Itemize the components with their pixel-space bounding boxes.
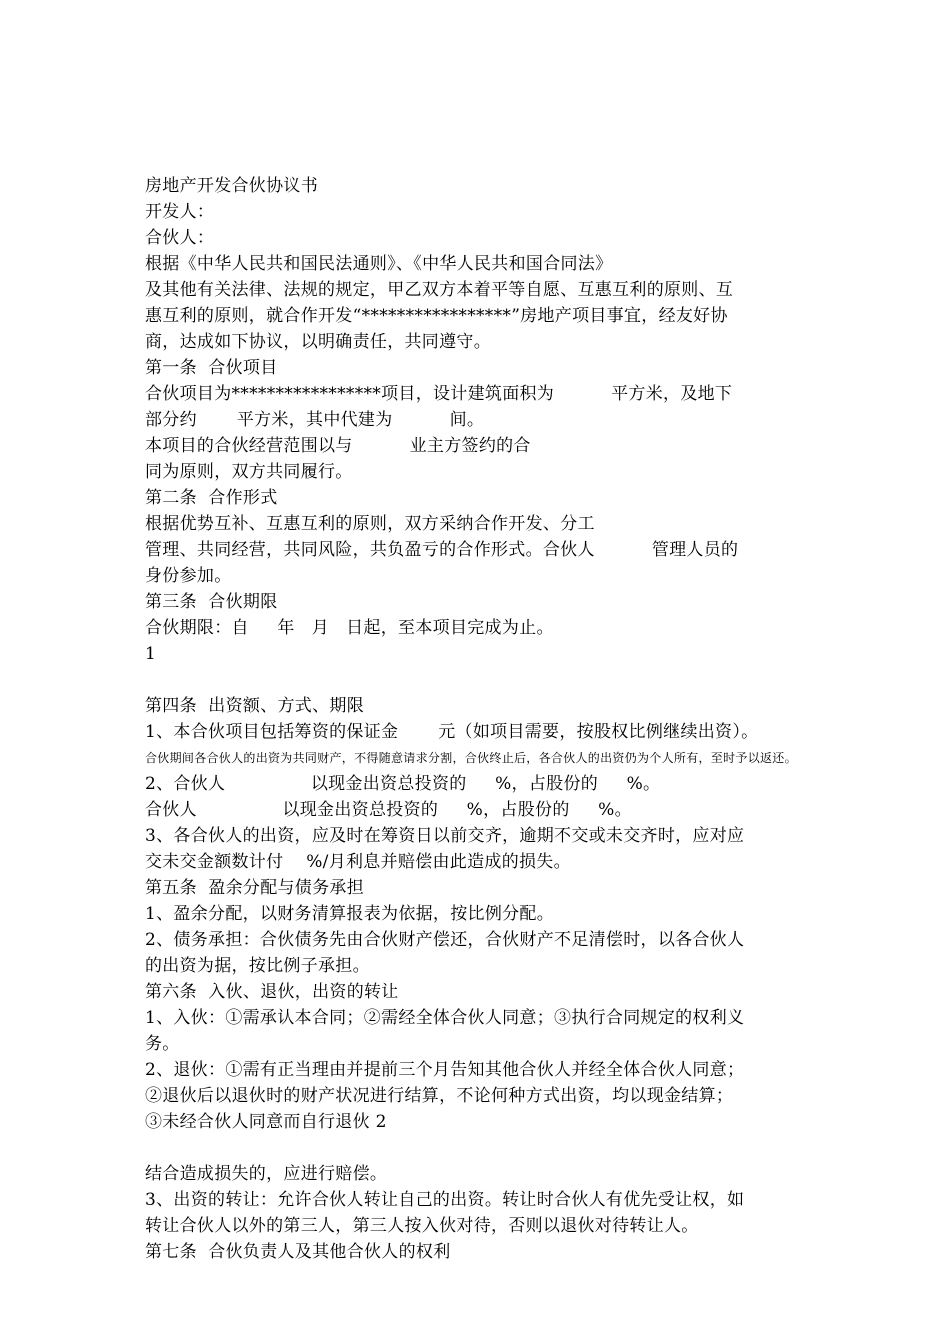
text-line: 惠互利的原则，就合作开发“*****************”房地产项目事宜，经友好协	[145, 306, 728, 326]
text-line: ③未经合伙人同意而自行退伙 2	[145, 1112, 387, 1132]
article-heading: 第七条 合伙负责人及其他合伙人的权利	[145, 1242, 451, 1262]
text-line: 合伙期间各合伙人的出资为共同财产，不得随意请求分割，合伙终止后，各合伙人的出资仍为个人所有，至时予以返还。	[145, 751, 797, 765]
article-heading: 第四条 出资额、方式、期限	[145, 696, 365, 716]
article-heading: 第五条 盈余分配与债务承担	[145, 878, 365, 898]
text-line: 3、出资的转让：允许合伙人转让自己的出资。转让时合伙人有优先受让权，如	[145, 1190, 745, 1210]
text-line: 2、债务承担：合伙债务先由合伙财产偿还，合伙财产不足清偿时，以各合伙人	[145, 930, 745, 950]
text-line: 合伙人 以现金出资总投资的 %，占股份的 %。	[145, 800, 632, 820]
developer-line: 开发人：	[145, 202, 215, 222]
text-line: 根据优势互补、互惠互利的原则，双方采纳合作开发、分工	[145, 514, 595, 534]
text-line: 1、入伙：①需承认本合同；②需经全体合伙人同意；③执行合同规定的权利义	[145, 1008, 745, 1028]
article-heading: 第三条 合伙期限	[145, 592, 278, 612]
text-line: 1、盈余分配，以财务清算报表为依据，按比例分配。	[145, 904, 555, 924]
text-line: 管理、共同经营，共同风险，共负盈亏的合作形式。合伙人 管理人员的	[145, 540, 739, 560]
text-line: 身份参加。	[145, 566, 232, 586]
text-line: 3、各合伙人的出资，应及时在筹资日以前交齐，逾期不交或未交齐时，应对应	[145, 826, 745, 846]
text-line: 合伙期限：自 年 月 日起，至本项目完成为止。	[145, 618, 554, 638]
text-line: 及其他有关法律、法规的规定，甲乙双方本着平等自愿、互惠互利的原则、互	[145, 280, 734, 300]
text-line: 的出资为据，按比例子承担。	[145, 956, 370, 976]
text-line: 商，达成如下协议，以明确责任，共同遵守。	[145, 332, 491, 352]
text-line: 1、本合伙项目包括筹资的保证金 元（如项目需要，按股权比例继续出资）。	[145, 722, 759, 742]
text-line: 合伙项目为*****************项目，设计建筑面积为 平方米，及地下	[145, 384, 733, 404]
text-line: 本项目的合伙经营范围以与 业主方签约的合	[145, 436, 531, 456]
text-line: 转让合伙人以外的第三人，第三人按入伙对待，否则以退伙对待转让人。	[145, 1216, 699, 1236]
text-line: 2、合伙人 以现金出资总投资的 %，占股份的 %。	[145, 774, 661, 794]
article-heading: 第六条 入伙、退伙，出资的转让	[145, 982, 399, 1002]
text-line: 务。	[145, 1034, 180, 1054]
text-line: 根据《中华人民共和国民法通则》、《中华人民共和国合同法》	[145, 254, 613, 274]
text-line: 2、退伙：①需有正当理由并提前三个月告知其他合伙人并经全体合伙人同意；	[145, 1060, 745, 1080]
text-line: 部分约 平方米，其中代建为 间。	[145, 410, 485, 430]
text-line: 同为原则，双方共同履行。	[145, 462, 353, 482]
text-line: 交未交金额数计付 %/月利息并赔偿由此造成的损失。	[145, 852, 571, 872]
partner-line: 合伙人：	[145, 228, 215, 248]
document-title: 房地产开发合伙协议书	[145, 176, 318, 196]
text-line: 结合造成损失的，应进行赔偿。	[145, 1164, 388, 1184]
text-line: ②退伙后以退伙时的财产状况进行结算，不论何种方式出资，均以现金结算；	[145, 1086, 734, 1106]
article-heading: 第一条 合伙项目	[145, 358, 278, 378]
page-number: 1	[145, 644, 157, 664]
article-heading: 第二条 合作形式	[145, 488, 278, 508]
